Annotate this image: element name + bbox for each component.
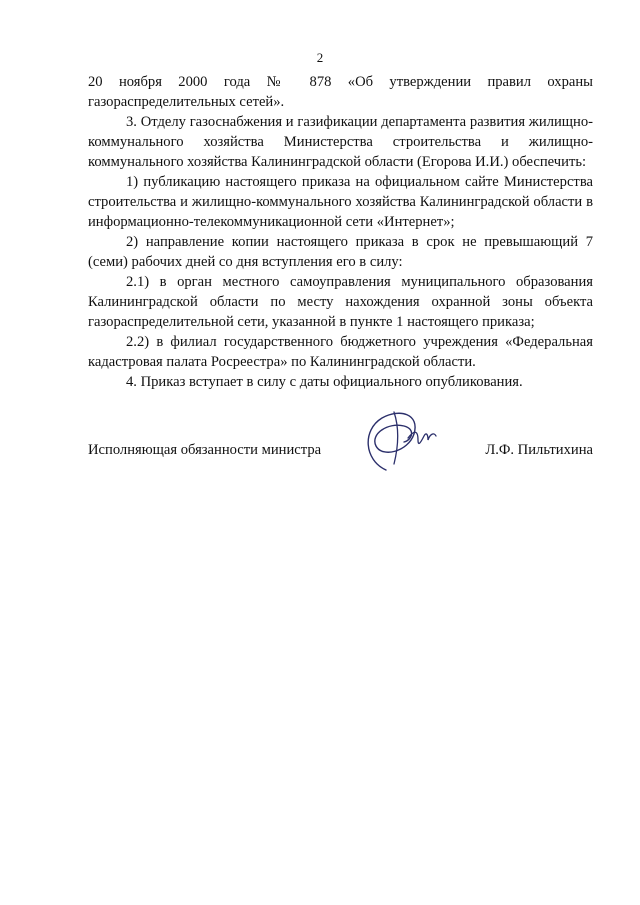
signatory-title: Исполняющая обязанности министра	[88, 442, 322, 458]
paragraph-continuation: 20 ноября 2000 года № 878 «Об утверждении правил охраны газораспределительных сетей».	[88, 74, 593, 110]
paragraph-item-4: 4. Приказ вступает в силу с даты официального опубликования.	[126, 374, 523, 390]
paragraph-item-3: 3. Отделу газоснабжения и газификации департамента развития жилищно-коммунального хозяйства Министерства строительства и жилищно-коммунального хозяйства Калининградской области (Егорова И.И.) обеспечить:	[88, 114, 593, 170]
handwritten-signature	[354, 400, 464, 480]
page-number: 2	[316, 50, 324, 65]
signature-block	[88, 400, 593, 480]
paragraph-subitem-1: 1) публикацию настоящего приказа на официальном сайте Министерства строительства и жилищно-коммунального хозяйства Калининградской области в информационно-телекоммуникационной сети «Интернет»;	[88, 174, 593, 230]
paragraph-subitem-2: 2) направление копии настоящего приказа в срок не превышающий 7 (семи) рабочих дней со дня вступления его в силу:	[88, 234, 593, 270]
document-body	[88, 72, 593, 392]
paragraph-subitem-2-1: 2.1) в орган местного самоуправления муниципального образования Калининградской области по месту нахождения охранной зоны объекта газораспределительной сети, указанной в пункте 1 настоящего приказа;	[88, 274, 593, 330]
paragraph-subitem-2-2: 2.2) в филиал государственного бюджетного учреждения «Федеральная кадастровая палата Росреестра» по Калининградской области.	[88, 334, 593, 370]
signatory-name: Л.Ф. Пильтихина	[485, 442, 593, 458]
